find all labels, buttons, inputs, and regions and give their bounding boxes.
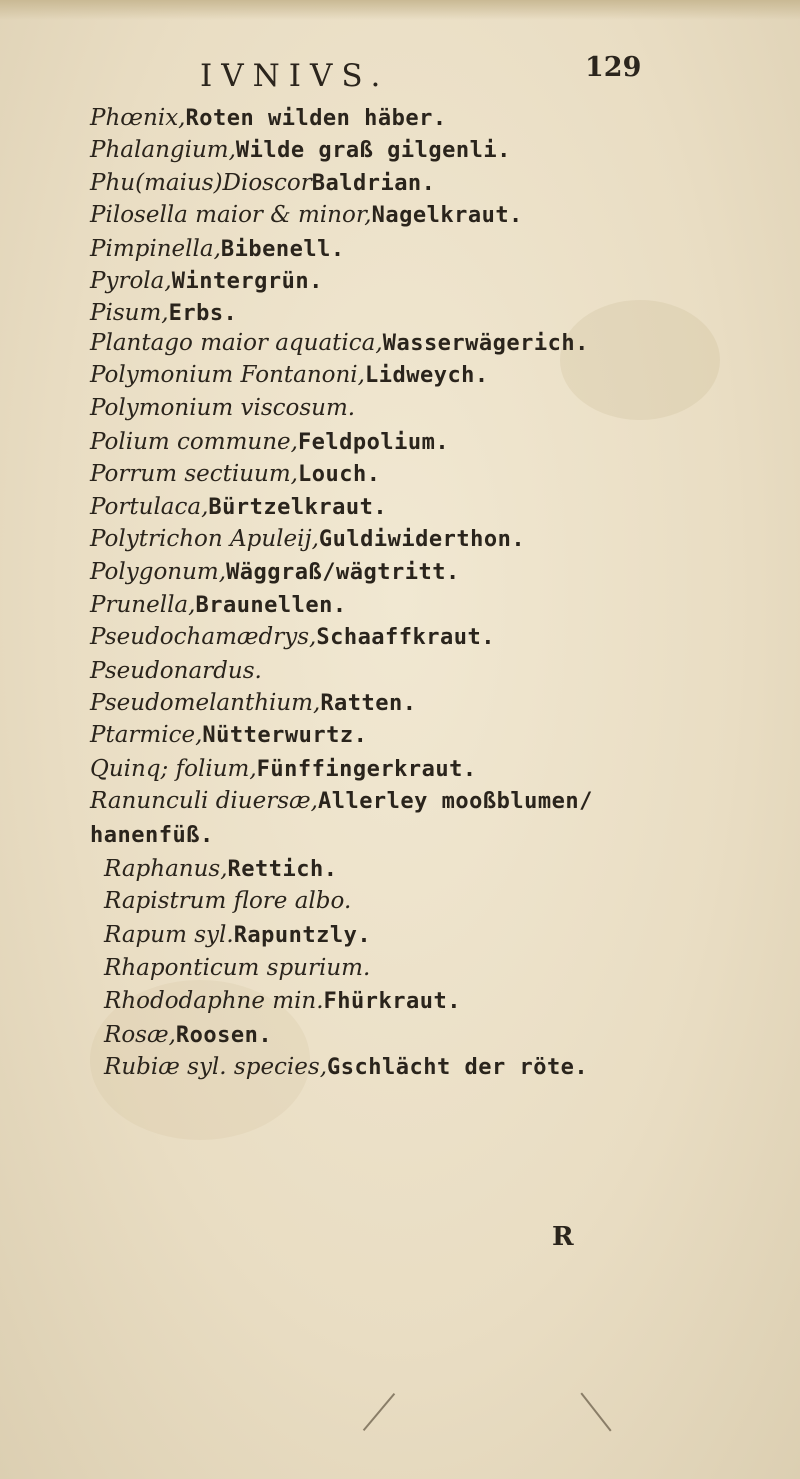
running-head: IVNIVS. [200, 58, 390, 94]
german-name: Wintergrün. [171, 269, 323, 294]
latin-name: Pseudonardus. [90, 658, 262, 684]
german-name: Feldpolium. [297, 430, 450, 455]
german-name: Wilde graß gilgenli. [235, 138, 511, 163]
german-name: Fhürkraut. [323, 989, 461, 1014]
latin-name: Rhaponticum spurium. [104, 955, 371, 981]
list-item [90, 234, 345, 265]
latin-name: Pyrola, [90, 268, 172, 294]
german-name: Roosen. [175, 1023, 273, 1048]
list-item [104, 920, 371, 951]
latin-name: Polymonium viscosum. [90, 395, 356, 421]
latin-name: Polytrichon Apuleij, [90, 526, 319, 552]
list-item [90, 656, 262, 687]
catchword: R [552, 1222, 574, 1252]
list-item [90, 786, 593, 817]
latin-name: Pseudochamædrys, [90, 624, 317, 650]
latin-name: Rapistrum flore albo. [104, 888, 352, 914]
latin-name: Polygonum, [90, 559, 227, 585]
list-item [90, 688, 417, 719]
list-item [90, 168, 435, 199]
latin-name: Pseudomelanthium, [90, 690, 321, 716]
german-name: Braunellen. [195, 593, 347, 618]
latin-name: Ranunculi diuersæ, [90, 788, 318, 814]
german-name: hanenfüß. [90, 823, 214, 848]
german-name: Roten wilden häber. [185, 106, 447, 131]
german-name: Louch. [297, 462, 381, 487]
latin-name: Ptarmice, [90, 722, 203, 748]
german-name: Nagelkraut. [371, 203, 523, 228]
latin-name: Phu(maius)Dioscor [90, 170, 312, 196]
german-name: Bürtzelkraut. [208, 495, 388, 520]
latin-name: Plantago maior aquatica, [90, 330, 383, 356]
latin-name: Phœnix, [90, 105, 186, 131]
latin-name: Pimpinella, [90, 236, 221, 262]
list-item [104, 1052, 588, 1083]
german-name: Erbs. [168, 301, 238, 326]
list-item [90, 820, 214, 851]
list-item [90, 328, 589, 359]
latin-name: Portulaca, [90, 494, 209, 520]
german-name: Rettich. [227, 857, 338, 882]
latin-name: Rhododaphne min. [104, 988, 324, 1014]
list-item [90, 524, 525, 555]
german-name: Baldrian. [311, 171, 436, 196]
list-item [90, 360, 489, 391]
list-item [90, 427, 449, 458]
list-item [104, 854, 338, 885]
latin-name: Pilosella maior & minor, [90, 202, 372, 228]
latin-name: Quinq; folium, [90, 756, 257, 782]
latin-name: Pisum, [90, 300, 169, 326]
german-name: Allerley mooßblumen/ [317, 789, 593, 814]
list-item [90, 393, 355, 424]
list-item [90, 103, 447, 134]
page-number: 129 [585, 52, 642, 83]
latin-name: Phalangium, [90, 137, 236, 163]
list-item [90, 266, 323, 297]
german-name: Fünffingerkraut. [256, 757, 477, 782]
german-name: Ratten. [320, 691, 417, 716]
list-item [90, 622, 495, 653]
list-item [90, 135, 511, 166]
german-name: Nütterwurtz. [202, 723, 368, 748]
german-name: Gschlächt der röte. [327, 1055, 589, 1080]
list-item [104, 886, 351, 917]
list-item [90, 754, 477, 785]
list-item [90, 492, 387, 523]
german-name: Wasserwägerich. [382, 331, 589, 356]
list-item [90, 590, 347, 621]
latin-name: Polium commune, [90, 429, 298, 455]
german-name: Guldiwiderthon. [318, 527, 526, 552]
latin-name: Rosæ, [104, 1022, 176, 1048]
list-item [104, 1020, 272, 1051]
german-name: Schaaffkraut. [316, 625, 496, 650]
list-item [90, 720, 367, 751]
german-name: Lidweych. [364, 363, 489, 388]
latin-name: Prunella, [90, 592, 196, 618]
german-name: Rapuntzly. [233, 923, 372, 948]
list-item [90, 459, 380, 490]
german-name: Bibenell. [220, 237, 345, 262]
list-item [90, 200, 523, 231]
latin-name: Rapum syl. [104, 922, 234, 948]
list-item [90, 557, 460, 588]
latin-name: Porrum sectiuum, [90, 461, 298, 487]
latin-name: Polymonium Fontanoni, [90, 362, 365, 388]
list-item [104, 986, 461, 1017]
list-item [104, 953, 370, 984]
german-name: Wäggraß/wägtritt. [226, 560, 460, 585]
latin-name: Rubiæ syl. species, [104, 1054, 328, 1080]
latin-name: Raphanus, [104, 856, 228, 882]
list-item [90, 298, 237, 329]
